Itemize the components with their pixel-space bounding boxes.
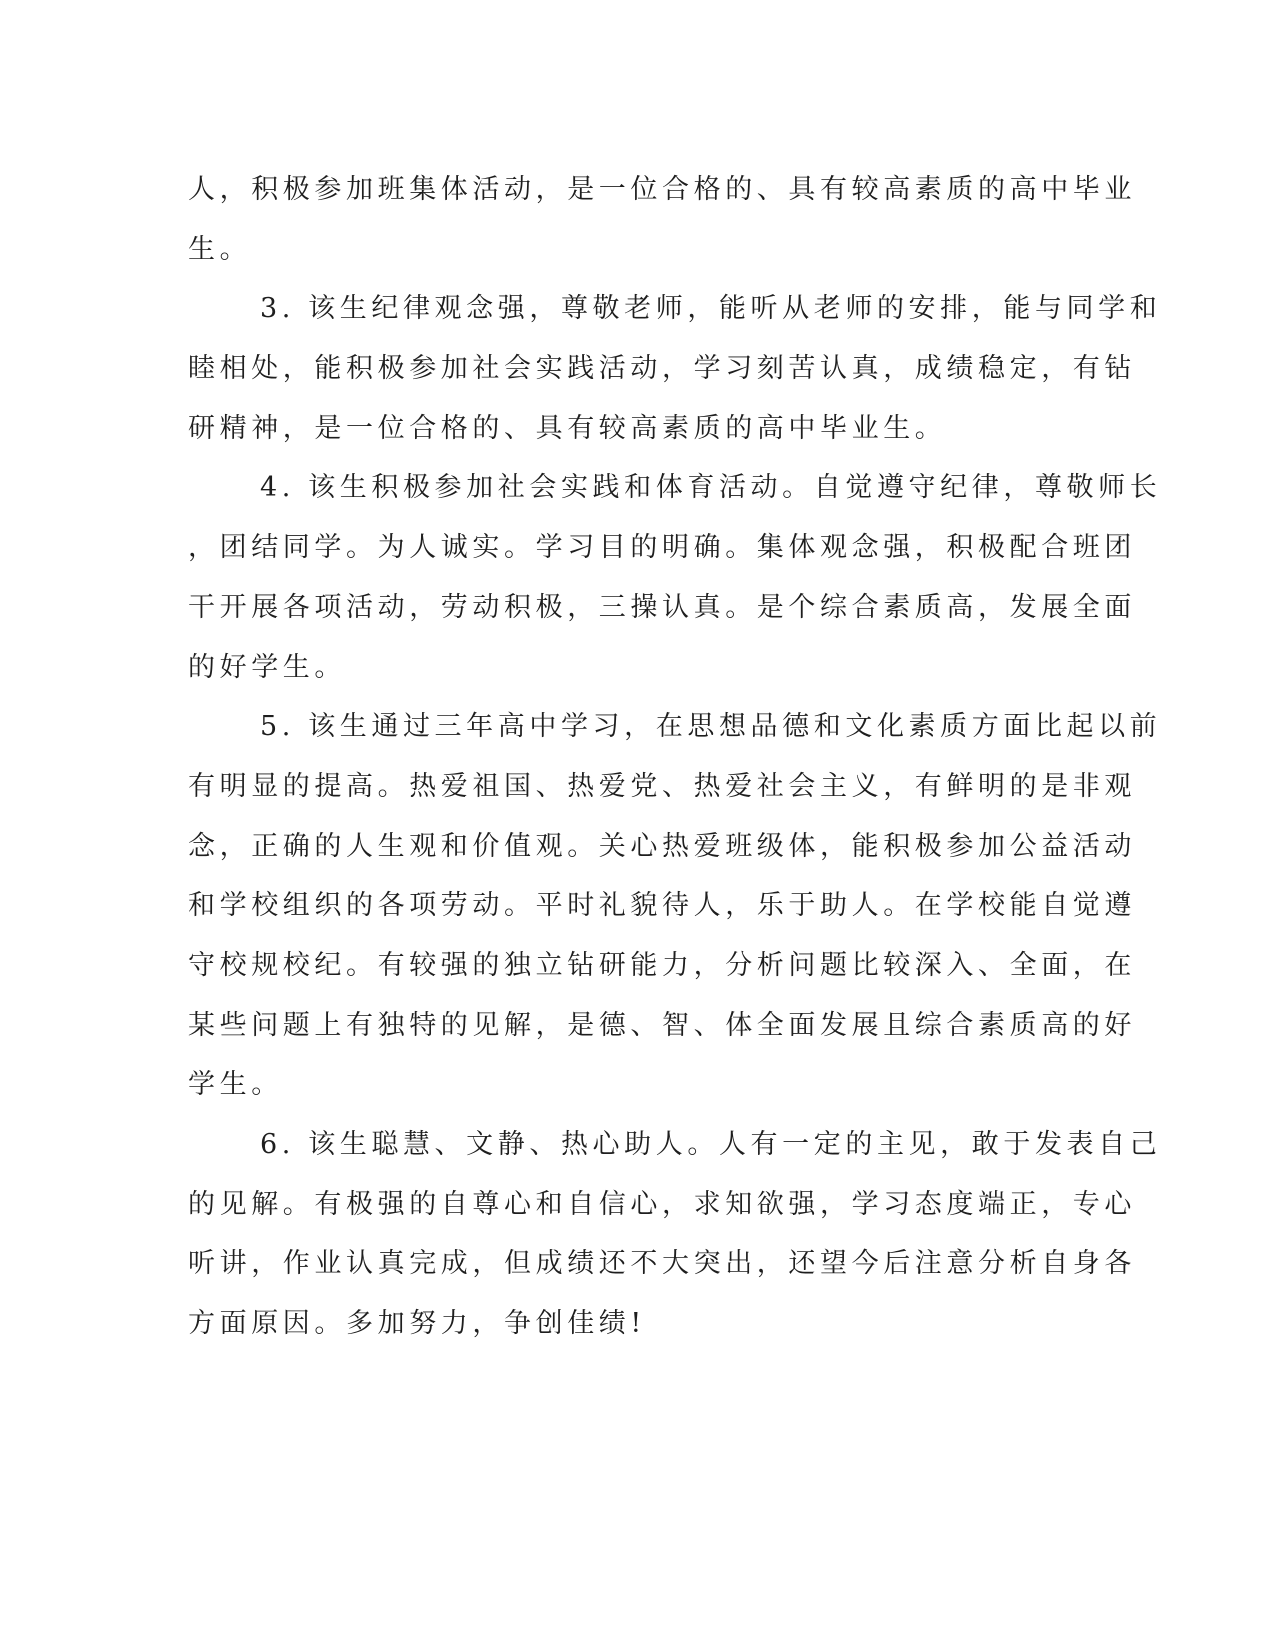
text-line: 4. 该生积极参加社会实践和体育活动。自觉遵守纪律，尊敬师长 bbox=[260, 472, 1162, 504]
text-line: 研精神，是一位合格的、具有较高素质的高中毕业生。 bbox=[188, 412, 947, 444]
text-line: 生。 bbox=[188, 233, 252, 265]
paragraph-4 bbox=[188, 458, 1162, 697]
paragraph-5 bbox=[188, 697, 1162, 1115]
text-line: 3. 该生纪律观念强，尊敬老师，能听从老师的安排，能与同学和 bbox=[260, 293, 1162, 325]
text-line: 听讲，作业认真完成，但成绩还不大突出，还望今后注意分析自身各 bbox=[188, 1248, 1136, 1280]
text-line: ，团结同学。为人诚实。学习目的明确。集体观念强，积极配合班团 bbox=[188, 532, 1136, 564]
document-body bbox=[188, 160, 1162, 1354]
text-line: 念，正确的人生观和价值观。关心热爱班级体，能积极参加公益活动 bbox=[188, 830, 1136, 862]
text-line: 守校规校纪。有较强的独立钻研能力，分析问题比较深入、全面，在 bbox=[188, 949, 1136, 981]
text-line: 人，积极参加班集体活动，是一位合格的、具有较高素质的高中毕业 bbox=[188, 174, 1136, 205]
text-line: 有明显的提高。热爱祖国、热爱党、热爱社会主义，有鲜明的是非观 bbox=[188, 770, 1136, 802]
text-line: 的见解。有极强的自尊心和自信心，求知欲强，学习态度端正，专心 bbox=[188, 1188, 1136, 1220]
text-line: 和学校组织的各项劳动。平时礼貌待人，乐于助人。在学校能自觉遵 bbox=[188, 890, 1136, 922]
text-line: 5. 该生通过三年高中学习，在思想品德和文化素质方面比起以前 bbox=[260, 711, 1162, 743]
paragraph-3 bbox=[188, 279, 1162, 458]
text-line: 6. 该生聪慧、文静、热心助人。人有一定的主见，敢于发表自己 bbox=[260, 1129, 1162, 1160]
text-line: 睦相处，能积极参加社会实践活动，学习刻苦认真，成绩稳定，有钻 bbox=[188, 353, 1136, 385]
text-line: 的好学生。 bbox=[188, 651, 346, 683]
text-line: 方面原因。多加努力，争创佳绩! bbox=[188, 1308, 646, 1340]
text-line: 学生。 bbox=[188, 1069, 283, 1101]
paragraph-2-continuation bbox=[188, 160, 1136, 279]
paragraph-6 bbox=[188, 1115, 1162, 1354]
text-line: 某些问题上有独特的见解，是德、智、体全面发展且综合素质高的好 bbox=[188, 1009, 1136, 1041]
text-line: 干开展各项活动，劳动积极，三操认真。是个综合素质高，发展全面 bbox=[188, 591, 1136, 623]
